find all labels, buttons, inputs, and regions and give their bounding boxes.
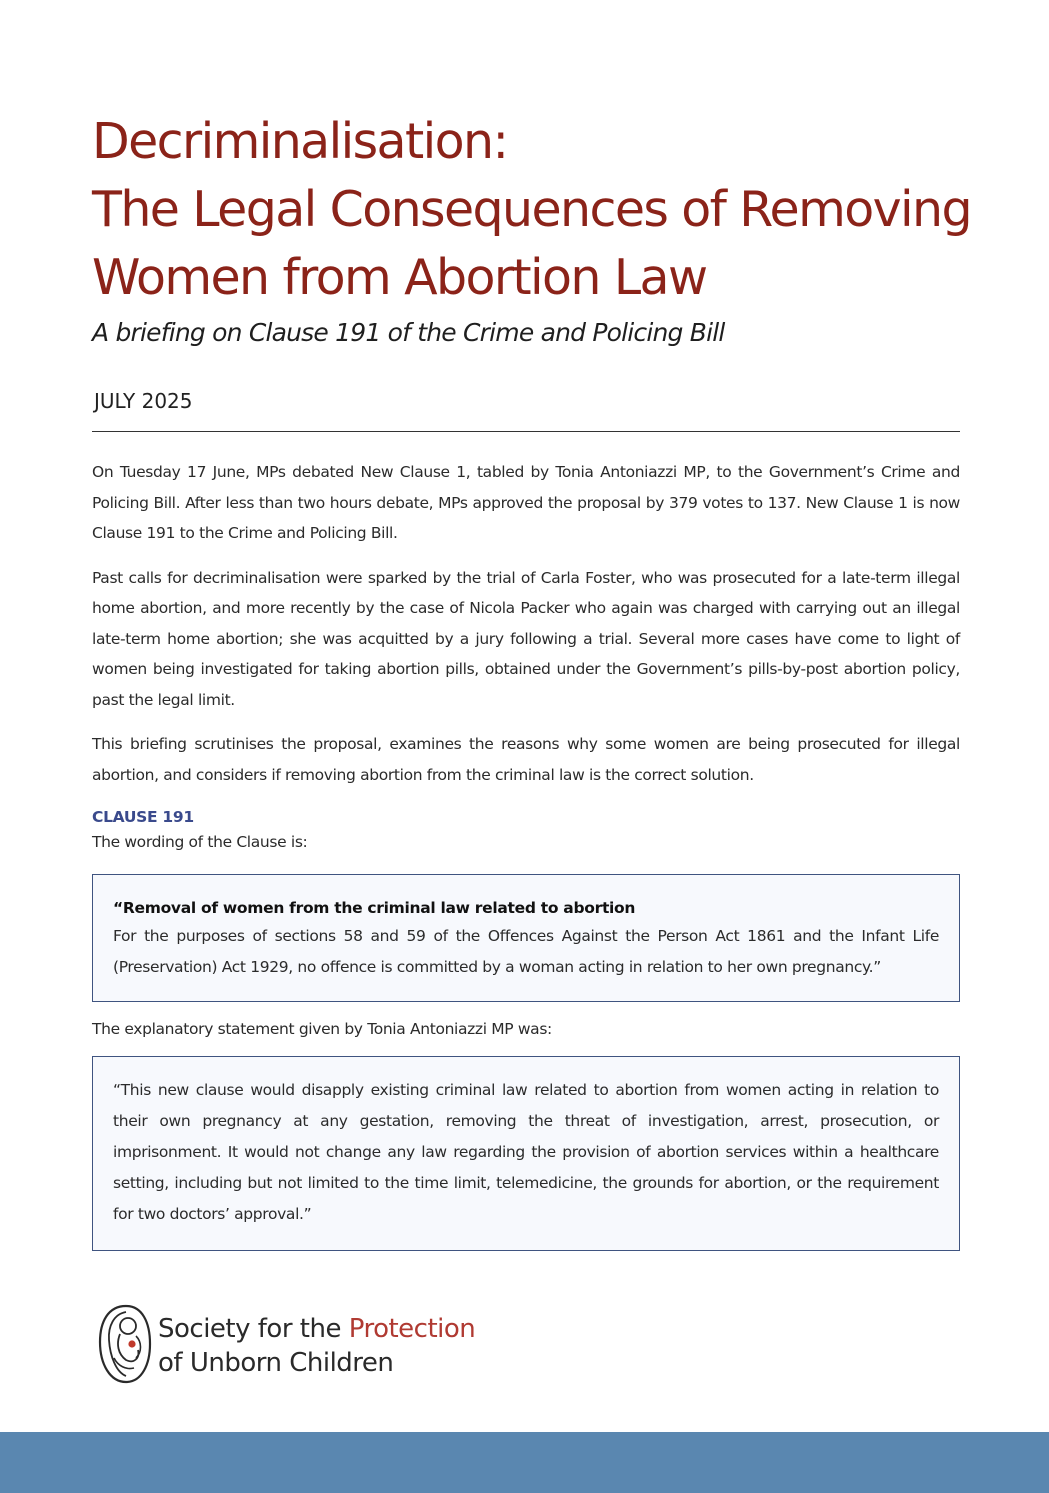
clause-box-title: “Removal of women from the criminal law related to abortion <box>113 899 636 917</box>
logo-text-line-1 <box>158 1312 475 1346</box>
page-title <box>92 108 971 312</box>
unborn-child-icon <box>96 1300 154 1386</box>
page-subtitle: A briefing on Clause 191 of the Crime and Policing Bill <box>92 318 725 347</box>
section-heading-clause: CLAUSE 191 <box>92 808 194 826</box>
title-line-1: Decriminalisation: <box>92 113 508 170</box>
document-content <box>92 108 971 1251</box>
title-line-2: The Legal Consequences of Removing <box>92 181 971 238</box>
explanatory-lead-text: The explanatory statement given by Tonia Antoniazzi MP was: <box>92 1020 552 1038</box>
logo-text-accent: Protection <box>348 1314 476 1344</box>
intro-paragraph-1: On Tuesday 17 June, MPs debated New Clause 1, tabled by Tonia Antoniazzi MP, to the Government’s Crime and Policing Bill. After less than two hours debate, MPs approved the proposal by 379 votes to 137. New Clause 1 is now Clause 191 to the Crime and Policing Bill. <box>92 463 960 542</box>
clause-wording-box <box>92 874 960 1002</box>
clause-box-text: For the purposes of sections 58 and 59 of the Offences Against the Person Act 1861 and the Infant Life (Preservation) Act 1929, no offence is committed by a woman acting in relation to her own pregnancy.” <box>113 927 939 976</box>
logo-text-line-2: of Unborn Children <box>158 1348 394 1378</box>
intro-paragraph-2: Past calls for decriminalisation were sparked by the trial of Carla Foster, who was prosecuted for a late-term illegal home abortion, and more recently by the case of Nicola Packer who again was charged with carrying out an illegal late-term home abortion; she was acquitted by a jury following a trial. Several more cases have come to light of women being investigated for taking abortion pills, obtained under the Government’s pills-by-post abortion policy, past the legal limit. <box>92 568 960 709</box>
spuc-logo <box>96 1300 516 1390</box>
explanatory-box-text: “This new clause would disapply existing criminal law related to abortion from women acting in relation to their own pregnancy at any gestation, removing the threat of investigation, arrest, prosecution, or imprisonment. It would not change any law regarding the provision of abortion services within a healthcare setting, including but not limited to the time limit, telemedicine, the grounds for abortion, or the requirement for two doctors’ approval.” <box>113 1081 939 1223</box>
explanatory-statement-box <box>92 1056 960 1251</box>
logo-text <box>158 1312 475 1380</box>
logo-text-part-1: Society for the <box>158 1314 349 1344</box>
footer-band <box>0 1432 1049 1493</box>
title-line-3: Women from Abortion Law <box>92 249 707 306</box>
publication-date: JULY 2025 <box>94 389 193 413</box>
header-divider <box>92 431 960 432</box>
intro-paragraph-3: This briefing scrutinises the proposal, examines the reasons why some women are being prosecuted for illegal abortion, and considers if removing abortion from the criminal law is the correct solution. <box>92 735 960 784</box>
clause-lead-text: The wording of the Clause is: <box>92 833 308 851</box>
